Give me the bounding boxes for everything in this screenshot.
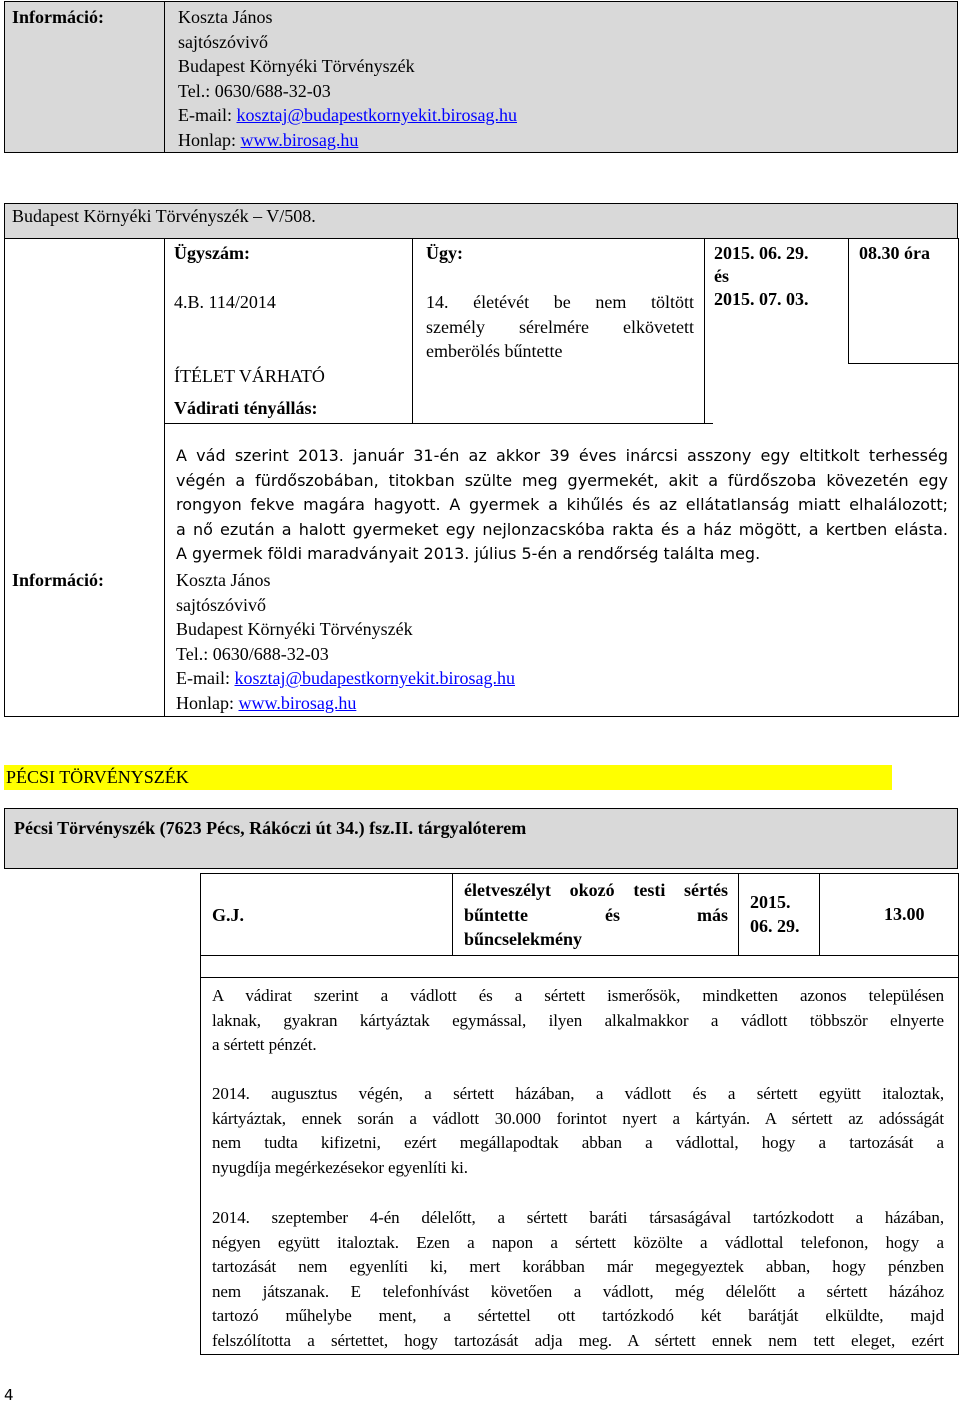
case2-row-divider-2 — [200, 977, 959, 978]
case2-para-2: 2014. augusztus végén, a sértett házában, a vádlott és a sértett együtt italoztak, kártyáztak, ennek során a vádlott 30.000 forintot nyert a kártyán. A sértett az adósságát nem tudta kifizetni, ezért megállapodtak abban a vádlottal, hogy a tartozását a nyugdíja megérkezésekor egyenlíti ki. — [212, 1084, 944, 1177]
case1-facts-left — [164, 423, 165, 717]
defendant-initials: G.J. — [212, 905, 245, 925]
contact-name: Koszta János — [178, 7, 273, 27]
case2-subject: életveszélyt okozó testi sértés bűntette és más bűncselekmény — [464, 880, 728, 949]
case1-left-border — [4, 238, 5, 717]
case2-para-3: 2014. szeptember 4-én délelőtt, a sértett baráti társaságával tartózkodott a házában, négyen együtt italoztak. Ezen a napon a sértett közölte a vádlottal telefonon, hogy a tartozását nem egyenlíti ki, mert korábban már megegyeztek abban, hogy pénzben nem játszanak. E telefonhívást követően a vádlott, még délelőtt a sértett házához tartozó műhelybe ment, a sértettel ott tartózkodó két barátját elküldte, majd felszólította a sértettet, hogy tartozását adja meg. A sértett ennek nem tett eleget, ezért — [212, 1208, 944, 1350]
case2-left-border — [200, 873, 201, 1355]
hearing-date-line-2: 06. 29. — [750, 916, 800, 936]
top-info-content — [178, 5, 517, 152]
case-number: 4.B. 114/2014 — [174, 292, 276, 312]
contact-email-line: E-mail: kosztaj@budapestkornyekit.birosag.hu — [176, 668, 516, 688]
contact-role: sajtószóvivő — [176, 594, 266, 615]
case2-col-divider-1 — [452, 873, 453, 956]
case-number-label: Ügyszám: — [174, 243, 250, 263]
contact-phone: Tel.: 0630/688-32-03 — [176, 643, 329, 664]
hearing-date-and: és — [714, 266, 729, 286]
page-number: 4 — [4, 1386, 14, 1404]
subject-label: Ügy: — [426, 243, 463, 263]
case2-right-border — [958, 873, 959, 1355]
hearing-date-line-1: 2015. — [750, 892, 791, 912]
case1-time-bottom — [848, 363, 959, 364]
contact-web-line: Honlap: www.birosag.hu — [176, 692, 357, 713]
case2-para-1: A vádirat szerint a vádlott és a sértett ismerősök, mindketten azonos településen laknak, gyakran kártyáztak egymással, ilyen alkalmakkor a vádlott többször elnyerte a sértett pénzét. — [212, 986, 944, 1054]
contact-court: Budapest Környéki Törvényszék — [176, 619, 413, 639]
case1-subject-divider — [412, 238, 413, 424]
email-link[interactable]: kosztaj@budapestkornyekit.birosag.hu — [236, 105, 518, 125]
case1-header: Budapest Környéki Törvényszék – V/508. — [12, 206, 316, 226]
web-link[interactable]: www.birosag.hu — [238, 692, 357, 713]
section-title: PÉCSI TÖRVÉNYSZÉK — [6, 767, 189, 787]
case1-info-content — [176, 568, 515, 715]
facts-label: Vádirati tényállás: — [174, 398, 318, 418]
contact-court: Budapest Környéki Törvényszék — [178, 56, 415, 76]
contact-name: Koszta János — [176, 570, 271, 590]
top-info-divider — [164, 1, 165, 153]
contact-web-line: Honlap: www.birosag.hu — [178, 129, 359, 150]
case2-col-divider-2 — [738, 873, 739, 956]
case1-right-border — [958, 238, 959, 717]
hearing-time: 13.00 — [884, 904, 925, 924]
case2-top-border — [200, 873, 959, 874]
hearing-time: 08.30 óra — [859, 243, 930, 263]
contact-role: sajtószóvivő — [178, 31, 268, 52]
case1-facts: A vád szerint 2013. január 31-én az akkor 39 éves inárcsi asszony egy eltitkolt terhesség végén a fürdőszobában, titokban szülte meg gyermekét, akit a fürdőszoba kövezetén egy rongyon fekve magára hagyott. A gyermek a kihűlés és az ellátatlanság miatt elhalálozott; a nő ezután a halott gyermeket egy nejlonzacskóba rakta és a ház mögött, a kertben elásta. A gyermek földi maradványait 2013. július 5-én a rendőrség találta meg. — [176, 446, 948, 563]
hearing-date-1: 2015. 06. 29. — [714, 243, 809, 263]
contact-phone: Tel.: 0630/688-32-03 — [178, 80, 331, 101]
top-info-label: Információ: — [12, 7, 104, 27]
case1-bottom-border — [4, 716, 959, 717]
case2-header: Pécsi Törvényszék (7623 Pécs, Rákóczi út 34.) fsz.II. tárgyalóterem — [14, 818, 527, 838]
case1-subject: 14. életévét be nem töltött személy sérelmére elkövetett emberölés bűntette — [426, 292, 694, 361]
case2-row-divider-1 — [200, 955, 959, 956]
case1-row-divider — [164, 423, 713, 424]
case2-col-divider-3 — [819, 873, 820, 956]
web-link[interactable]: www.birosag.hu — [240, 129, 359, 150]
email-link[interactable]: kosztaj@budapestkornyekit.birosag.hu — [234, 668, 516, 688]
hearing-date-2: 2015. 07. 03. — [714, 289, 809, 309]
case1-time-divider — [848, 238, 849, 363]
case1-date-divider — [704, 238, 705, 424]
case1-info-label: Információ: — [12, 570, 104, 590]
case2-bottom-border — [200, 1354, 959, 1355]
contact-email-line: E-mail: kosztaj@budapestkornyekit.birosag.hu — [178, 105, 518, 125]
verdict-status: ÍTÉLET VÁRHATÓ — [174, 366, 325, 386]
